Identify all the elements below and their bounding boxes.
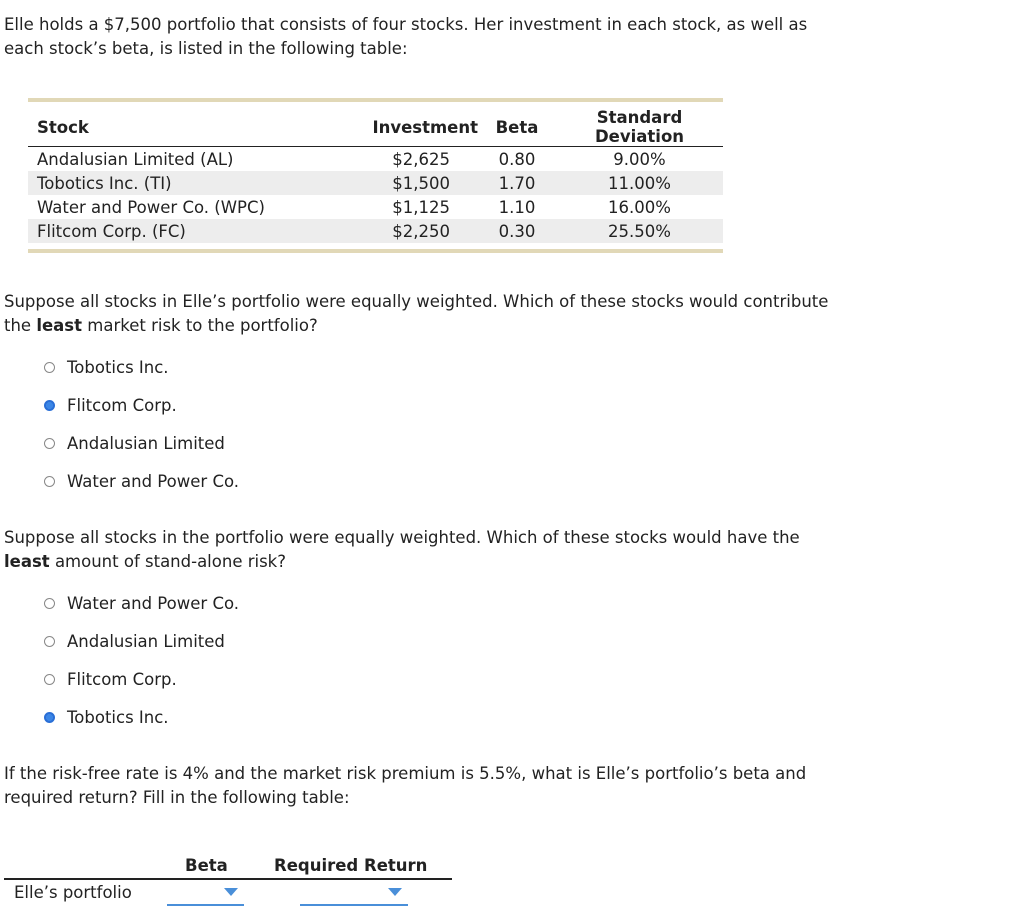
cell-sd: 11.00%: [556, 171, 723, 195]
question-1-line-1: Suppose all stocks in Elle’s portfolio were equally weighted. Which of these stocks would contribute: [4, 292, 829, 311]
stock-table-header: [28, 108, 723, 147]
table-row: [28, 195, 723, 219]
required-return-dropdown[interactable]: [300, 884, 408, 906]
q1-option[interactable]: [44, 424, 239, 462]
radio-button[interactable]: [44, 438, 55, 449]
cell-sd: 25.50%: [556, 219, 723, 243]
radio-button-selected[interactable]: [44, 712, 55, 723]
result-table-header: [4, 852, 452, 880]
radio-button[interactable]: [44, 636, 55, 647]
cell-investment: $1,125: [392, 197, 450, 217]
q2-option[interactable]: [44, 584, 239, 622]
radio-button[interactable]: [44, 598, 55, 609]
stock-table: [28, 98, 723, 253]
cell-beta: 1.10: [498, 197, 536, 217]
intro-line-2: each stock’s beta, is listed in the following table:: [4, 39, 408, 58]
chevron-down-icon: [224, 888, 238, 896]
question-3-line-1: If the risk-free rate is 4% and the market risk premium is 5.5%, what is Elle’s portfolio’s beta and: [4, 764, 807, 783]
question-3-text: [4, 762, 964, 810]
question-2-line-2: [4, 550, 964, 574]
row-label-elles-portfolio: Elle’s portfolio: [14, 883, 132, 902]
option-label: Water and Power Co.: [67, 593, 240, 613]
q1-text-c: market risk to the portfolio?: [82, 316, 318, 335]
radio-button[interactable]: [44, 362, 55, 373]
option-label: Flitcom Corp.: [67, 669, 177, 689]
q1-option[interactable]: [44, 462, 239, 500]
question-2-text: [4, 526, 964, 574]
cell-beta: 1.70: [478, 171, 556, 195]
cell-stock: Tobotics Inc. (TI): [28, 171, 313, 195]
header-stock: Stock: [28, 108, 313, 147]
table-row: [28, 147, 723, 172]
intro-line-1: Elle holds a $7,500 portfolio that consists of four stocks. Her investment in each stock, as well as: [4, 15, 808, 34]
option-label: Andalusian Limited: [67, 433, 225, 453]
table-row: [4, 880, 452, 906]
header-beta: Beta: [185, 856, 228, 875]
q2-option[interactable]: [44, 660, 239, 698]
cell-stock: Andalusian Limited (AL): [37, 149, 234, 169]
cell-sd: 9.00%: [613, 149, 666, 169]
chevron-down-icon: [388, 888, 402, 896]
question-3-line-2: required return? Fill in the following table:: [4, 788, 350, 807]
radio-button[interactable]: [44, 674, 55, 685]
question-2-line-1: Suppose all stocks in the portfolio were equally weighted. Which of these stocks would have the: [4, 528, 800, 547]
portfolio-result-table: [4, 852, 452, 906]
cell-sd: 16.00%: [608, 197, 671, 217]
cell-investment: $2,250: [313, 219, 478, 243]
cell-stock: Water and Power Co. (WPC): [37, 197, 265, 217]
header-investment: Investment: [313, 108, 478, 147]
header-required-return: Required Return: [274, 856, 428, 875]
q2-option[interactable]: [44, 622, 239, 660]
header-standard-deviation: Standard Deviation: [556, 108, 723, 147]
option-label: Flitcom Corp.: [67, 395, 177, 415]
q2-text-c: amount of stand-alone risk?: [49, 552, 286, 571]
option-label: Water and Power Co.: [67, 471, 240, 491]
q1-option[interactable]: [44, 348, 239, 386]
question-1-text: [4, 290, 964, 338]
q2-bold: least: [4, 552, 50, 571]
cell-investment: $2,625: [392, 149, 450, 169]
q1-text-b: the: [4, 316, 37, 335]
beta-dropdown[interactable]: [167, 884, 244, 906]
question-1-options: [44, 348, 239, 500]
header-beta: Beta: [478, 108, 556, 147]
question-1-line-2: [4, 314, 964, 338]
cell-stock: Flitcom Corp. (FC): [28, 219, 313, 243]
option-label: Tobotics Inc.: [67, 357, 169, 377]
q1-option[interactable]: [44, 386, 239, 424]
cell-investment: $1,500: [313, 171, 478, 195]
radio-button-selected[interactable]: [44, 400, 55, 411]
q1-bold: least: [36, 316, 83, 335]
question-2-options: [44, 584, 239, 736]
radio-button[interactable]: [44, 476, 55, 487]
option-label: Tobotics Inc.: [67, 707, 169, 727]
option-label: Andalusian Limited: [67, 631, 225, 651]
cell-beta: 0.30: [478, 219, 556, 243]
intro-text: [4, 13, 964, 61]
table-row: [28, 219, 723, 243]
cell-beta: 0.80: [498, 149, 536, 169]
table-row: [28, 171, 723, 195]
q2-option[interactable]: [44, 698, 239, 736]
